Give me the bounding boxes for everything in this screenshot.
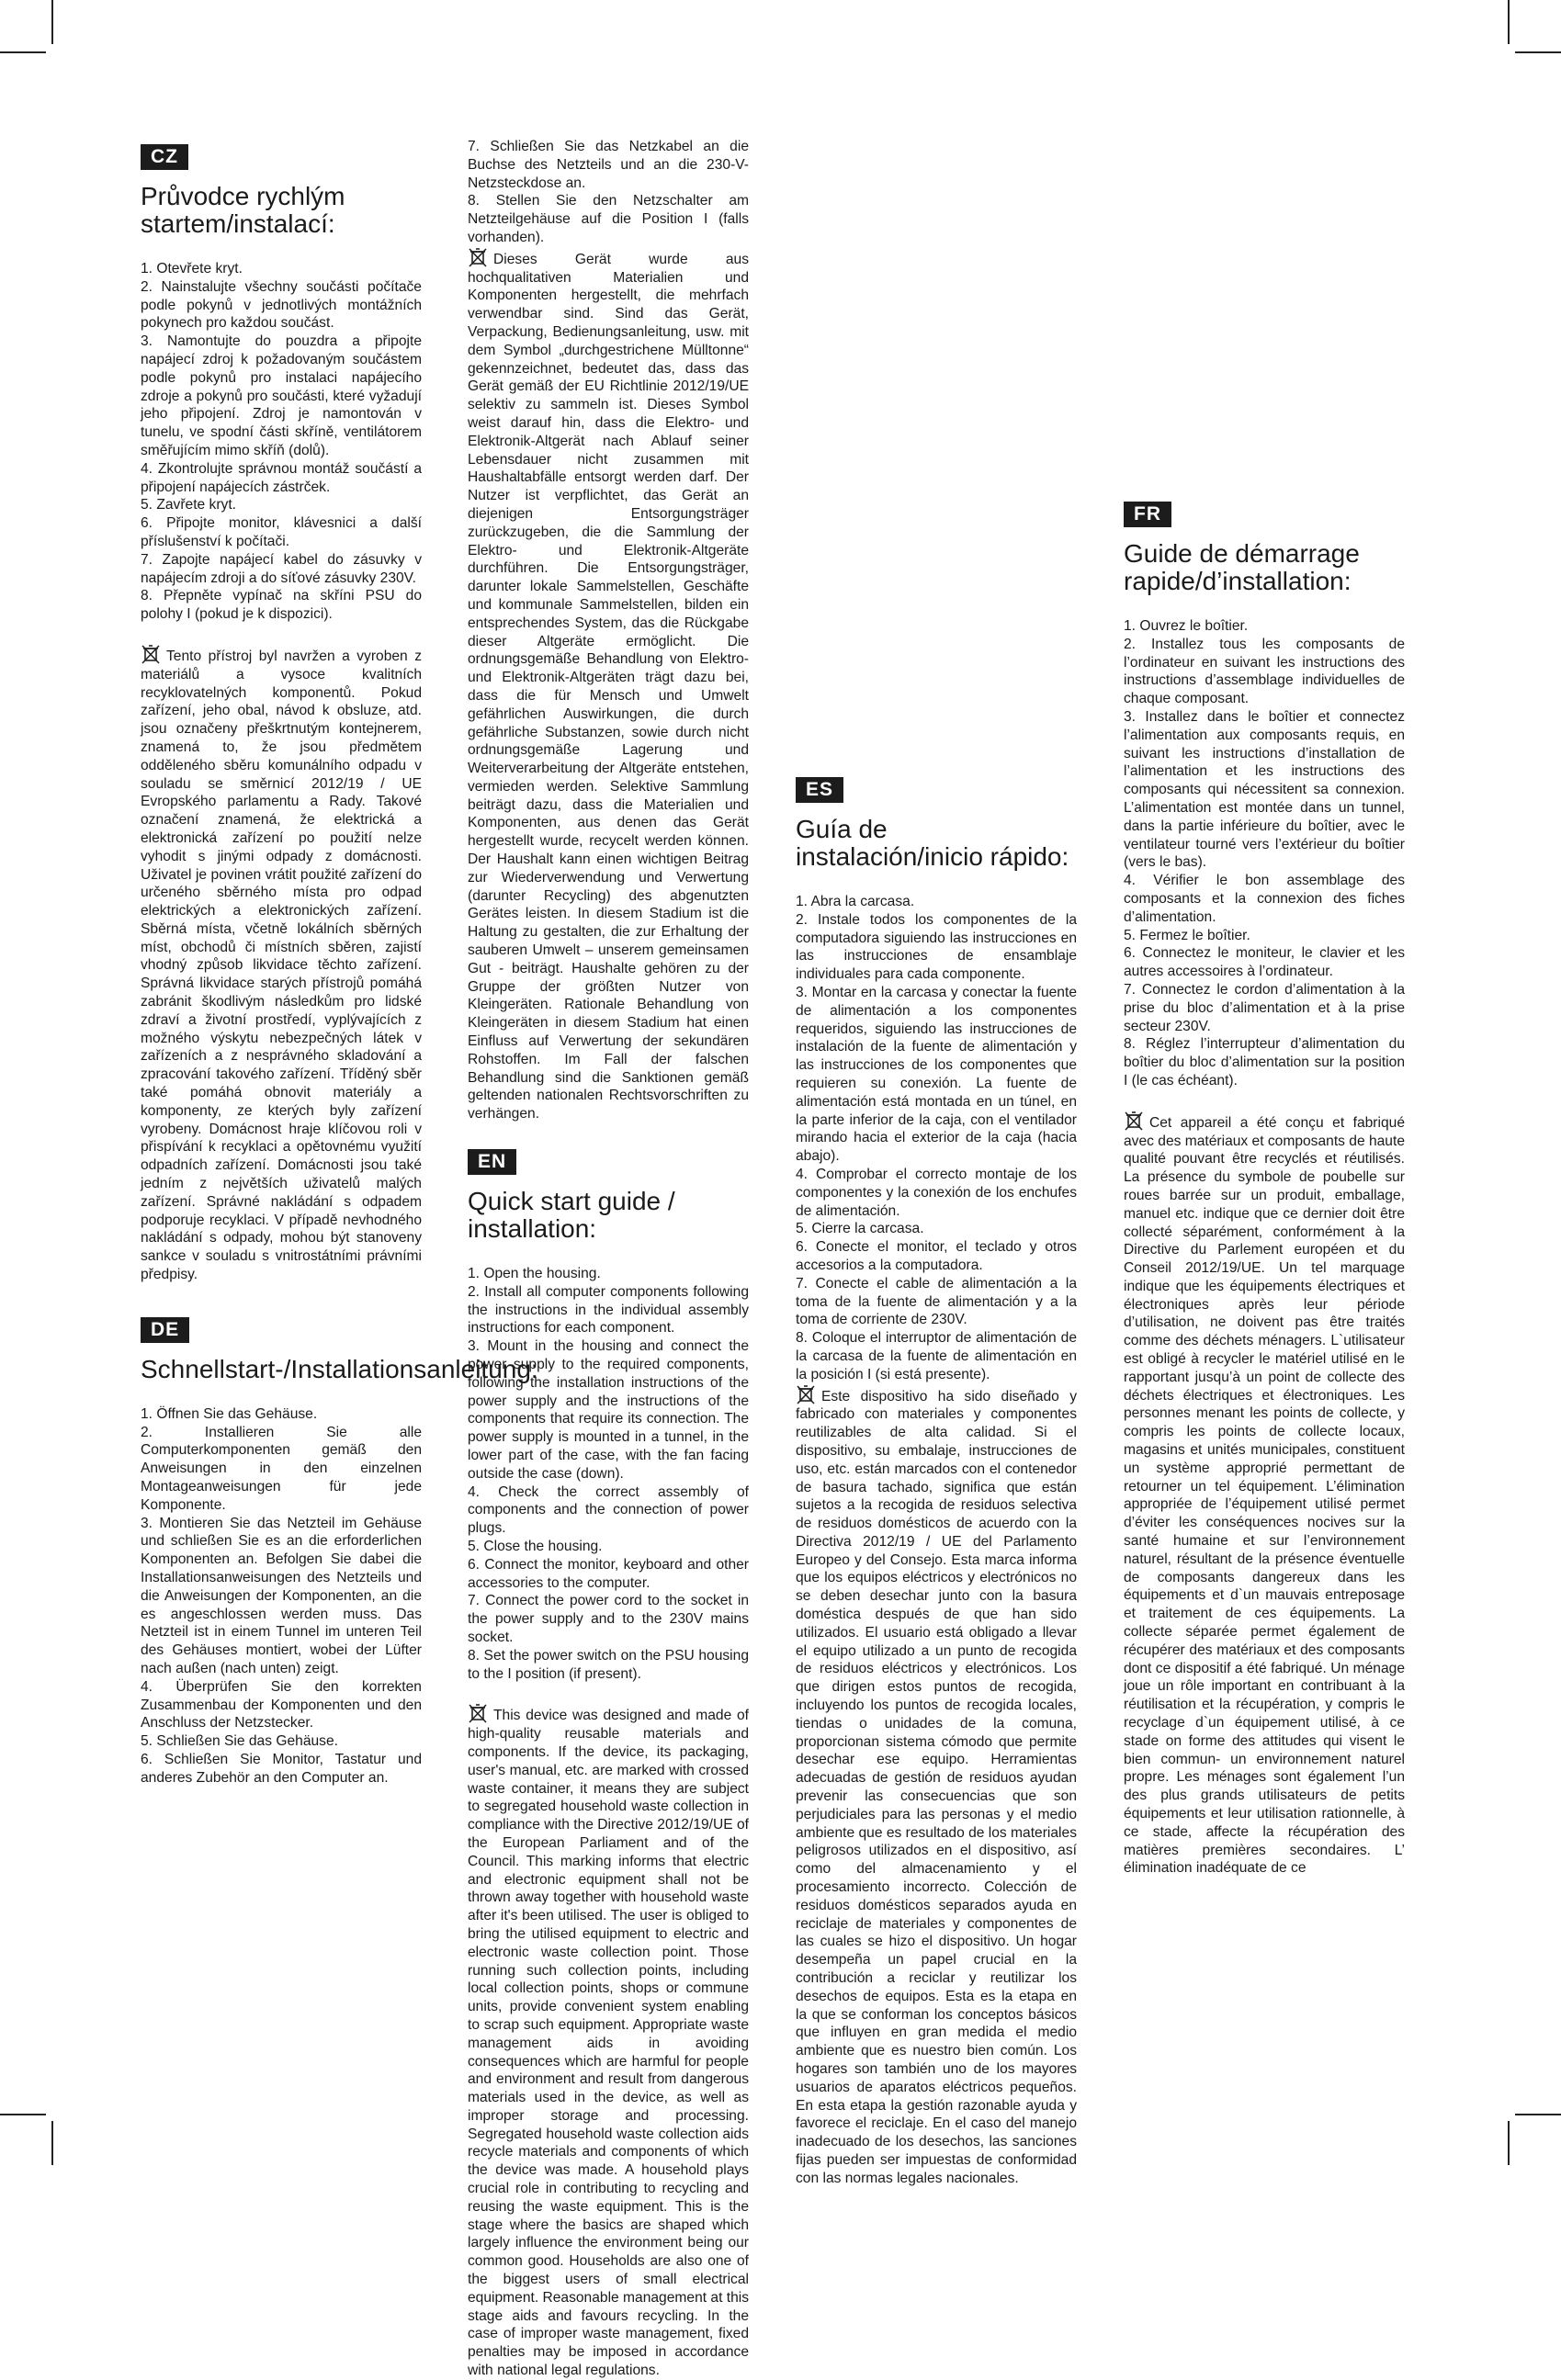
crop-mark bbox=[1515, 51, 1561, 53]
step-item: 2. Installez tous les composants de l’ordinateur en suivant les instructions des instructions d’assemblage individuelles de chaque composant. bbox=[1124, 636, 1405, 707]
language-badge-en: EN bbox=[468, 1149, 516, 1175]
crop-mark bbox=[51, 0, 53, 44]
step-item: 1. Ouvrez le boîtier. bbox=[1124, 618, 1249, 634]
step-item: 2. Instale todos los componentes de la computadora siguiendo las instrucciones en las instrucciones de ensamblaje individuales para cada componente. bbox=[796, 911, 1077, 983]
crossed-out-wheelie-bin-icon bbox=[141, 644, 161, 664]
step-item: 7. Connect the power cord to the socket in the power supply and to the 230V mains socket. bbox=[468, 1593, 749, 1645]
column-2 bbox=[468, 138, 749, 2380]
step-item: 4. Check the correct assembly of components and the connection of power plugs. bbox=[468, 1483, 749, 1537]
step-item: 8. Réglez l’interrupteur d’alimentation du boîtier du bloc d’alimentation sur la position I (le cas échéant). bbox=[1124, 1036, 1405, 1088]
section-cz bbox=[141, 144, 422, 1284]
disposal-text: Este dispositivo ha sido diseñado y fabricado con materiales y componentes reutilizables de alta calidad. Si el dispositivo, su embalaje, instrucciones de uso, etc. están marcados con el contenedor de basura tachado, significa que están sujetos a la recogida de residuos selectiva de residuos domésticos de acuerdo con la Directiva 2012/19 / UE del Parlamento Europeo y del Consejo. Esta marca informa que los equipos eléctricos y electrónicos no se deben desechar junto con la basura doméstica después de que han sido utilizados. El usuario está obligado a llevar el equipo utilizado a un punto de recogida de residuos eléctricos y electrónicos. Los que dirigen estos puntos de recogida, incluyendo los puntos de recogida locales, tiendas o unidades de la comuna, proporcionan sistema cómodo que permite desechar ese equipo. Herramientas adecuadas de gestión de residuos ayudan prevenir las consecuencias que son perjudiciales para las personas y el medio ambiente que es resultado de los materiales peligrosos utilizados en el dispositivo, así como del almacenamiento y el procesamiento incorrecto. Colección de residuos domésticos separados ayuda en reciclaje de materiales y componentes de las cuales se hizo el dispositivo. Un hogar desempeña un papel crucial en la contribución a reciclar y reutilizar los desechos de equipos. Esta es la etapa en la que se conforman los conceptos básicos que influyen en gran medida el medio ambiente que es nuestro bien común. Los hogares son también uno de los mayores usuarios de aparatos eléctricos pequeños. En esta etapa la gestión razonable ayuda y favorece el reciclaje. En el caso del manejo inadecuado de los desechos, las sanciones fijas pueden ser impuestas de conformidad con las normas legales nacionales. bbox=[796, 1388, 1077, 2186]
step-item: 1. Abra la carcasa. bbox=[796, 894, 915, 909]
disposal-text: This device was designed and made of high-quality reusable materials and components. If the device, its packaging, user's manual, etc. are marked with crossed waste container, it means they are subject to segregated household waste collection in compliance with the Directive 2012/19/UE of the European Parliament and of the Council. This marking informs that electric and electronic equipment shall not be thrown away together with household waste after it's been utilised. The user is obliged to bring the utilised equipment to electric and electronic waste collection point. Those running such collection points, including local collection points, shops or commune units, provide convenient system enabling to scrap such equipment. Appropriate waste management aids in avoiding consequences which are harmful for people and environment and result from dangerous materials used in the device, as well as improper storage and processing. Segregated household waste collection aids recycle materials and components of which the device was made. A household plays crucial role in contributing to recycling and reusing the waste equipment. This is the stage where the basics are shaped which largely influence the environment being our common good. Households are also one of the biggest users of small electrical equipment. Reasonable management at this stage aids and favours recycling. In the case of improper waste management, fixed penalties may be imposed in accordance with national legal regulations. bbox=[468, 1708, 750, 2379]
crop-mark bbox=[1508, 0, 1510, 44]
disposal-text: Dieses Gerät wurde aus hochqualitativen Materialien und Komponenten hergestellt, die mehrfach verwendbar sind. Sind das Gerät, Verpackung, Bedienungsanleitung, usw. mit dem Symbol „durchgestrichene Mülltonne“ gekennzeichnet, bedeutet das, dass das Gerät gemäß der EU Richtlinie 2012/19/UE selektiv zu sammeln ist. Dieses Symbol weist darauf hin, dass die Elektro- und Elektronik-Altgerät nach Ablauf seiner Lebensdauer nicht zusammen mit Haushaltabfälle entsorgt werden darf. Der Nutzer ist verpflichtet, das Gerät an diejenigen Entsorgungsträger zurückzugeben, die die Sammlung der Elektro- und Elektronik-Altgeräte durchführen. Die Entsorgungsträger, darunter lokale Sammelstellen, Geschäfte und kommunale Sammelstellen, bilden ein entsprechendes System, das die Rückgabe dieser Altgeräte ermöglicht. Die ordnungsgemäße Behandlung von Elektro- und Elektronik-Altgeräten trägt dazu bei, dass die für Mensch und Umwelt gefährlichen Auswirkungen, die durch gefährliche Substanzen, sowie durch nicht ordnungsgemäße Lagerung und Weiterverarbeitung der Altgeräte entstehen, vermieden werden. Selektive Sammlung beiträgt dazu, dass die Materialien und Komponenten, aus denen das Gerät hergestellt wurde, recycelt werden können. Der Haushalt kann einen wichtigen Beitrag zur Wiederverwendung und Verwertung (darunter Recycling) des abgenutzten Gerätes leisten. In diesem Stadium ist die Haltung zu gestalten, die zur Erhaltung der sauberen Umwelt – unserem gemeinsamen Gut - beiträgt. Haushalte gehören zu der Gruppe der größten Nutzer von Kleingeräten. Rationale Behandlung von Kleingeräten in diesem Stadium hat einen Einfluss auf Verwertung der sekundären Rohstoffen. Im Fall der falschen Behandlung sind die Sanktionen gemäß geltenden nationalen Rechtsvorschriften zu verhängen. bbox=[468, 251, 749, 1122]
section-en bbox=[468, 1149, 749, 2380]
step-item: 6. Conecte el monitor, el teclado y otros accesorios a la computadora. bbox=[796, 1239, 1077, 1273]
step-item: 2. Install all computer components following the instructions in the individual assembly instructions for each component. bbox=[468, 1283, 749, 1337]
step-item: 6. Connectez le moniteur, le clavier et les autres accessoires à l’ordinateur. bbox=[1124, 945, 1405, 980]
disposal-paragraph-fr bbox=[1124, 1111, 1405, 1878]
section-title-en: Quick start guide / installation: bbox=[468, 1187, 675, 1244]
step-item: 4. Überprüfen Sie den korrekten Zusammenbau der Komponenten und den Anschluss der Netzstecker. bbox=[141, 1678, 422, 1731]
crop-mark bbox=[1508, 2121, 1510, 2165]
step-item: 7. Schließen Sie das Netzkabel an die Buchse des Netzteils und an die 230-V-Netzsteckdose an. bbox=[468, 139, 749, 191]
section-title-cz: Průvodce rychlým startem/instalací: bbox=[141, 182, 345, 238]
step-item: 1. Öffnen Sie das Gehäuse. bbox=[141, 1405, 318, 1422]
section-title-fr: Guide de démarrage rapide/d’installation: bbox=[1124, 539, 1360, 595]
crossed-out-wheelie-bin-icon bbox=[1124, 1111, 1144, 1131]
step-item: 5. Fermez le boîtier. bbox=[1124, 927, 1250, 943]
step-item: 7. Zapojte napájecí kabel do zásuvky v napájecím zdroji a do síťové zásuvky 230V. bbox=[141, 551, 422, 586]
step-item: 8. Coloque el interruptor de alimentación de la carcasa de la fuente de alimentación en la posición I (si está presente). bbox=[796, 1330, 1077, 1382]
step-item: 7. Conecte el cable de alimentación a la toma de la fuente de alimentación y a la toma de corriente de 230V. bbox=[796, 1275, 1077, 1328]
disposal-text: Tento přístroj byl navržen a vyroben z materiálů a vysoce kvalitních recyklovatelných komponentů. Pokud zařízení, jeho obal, návod k obsluze, atd. jsou označeny přeškrtnutým kontejnerem, znamená to, že jsou předmětem odděleného sběru komunálního odpadu v souladu se směrnicí 2012/19 / UE Evropského parlamentu a Rady. Takové označení znamená, že elektrická a elektronická zařízení po použití nelze vyhodit s jinými odpady z domácnosti. Uživatel je povinen vrátit použité zařízení do určeného sběrného místa pro odpad elektrických a elektronických zařízení. Sběrná místa, včetně lokálních sběrných míst, obchodů či místních sběren, zajistí vhodný způsob likvidace těchto zařízení. Správná likvidace starých přístrojů pomáhá zabránit škodlivým následkům pro lidské zdraví a životní prostředí, vyplývajících z možného výskytu nebezpečných látek v zařízeních a z nesprávného skladování a zpracování takového zařízení. Tříděný sběr také pomáhá obnovit materiály a komponenty, ze kterých byly zařízení vyrobeny. Domácnost hraje klíčovou roli v přispívání k recyklaci a opětovnému využití odpadních zařízení. Domácnosti jsou také jedním z největších uživatelů malých zařízení. Správné nakládání s odpadem podporuje recyklaci. V případě nevhodného nakládání s odpady, mohou být stanoveny sankce v souladu s vnitrostátními právními předpisy. bbox=[141, 648, 422, 1283]
step-item: 5. Close the housing. bbox=[468, 1538, 603, 1554]
section-title-es: Guía de instalación/inicio rápido: bbox=[796, 815, 1069, 871]
step-item: 4. Zkontrolujte správnou montáž součástí a připojení napájecích zástrček. bbox=[141, 460, 422, 495]
step-item: 6. Připojte monitor, klávesnici a další příslušenství k počítači. bbox=[141, 515, 422, 549]
step-item: 5. Cierre la carcasa. bbox=[796, 1221, 924, 1237]
section-es bbox=[796, 777, 1077, 2188]
step-item: 3. Montar en la carcasa y conectar la fuente de alimentación a los componentes requeridos, siguiendo las instrucciones de instalación de la fuente de alimentación y las instrucciones de los componentes que requieren su conexión. La fuente de alimentación está montada en un túnel, en la parte inferior de la caja, con el ventilador mirando hacia el exterior de la caja (hacia abajo). bbox=[796, 984, 1077, 1165]
disposal-paragraph-en bbox=[468, 1703, 749, 2379]
step-item: 1. Otevřete kryt. bbox=[141, 261, 243, 276]
step-item: 3. Installez dans le boîtier et connectez l’alimentation aux composants requis, en suivant les instructions d’installation de l’alimentation et les instructions des composants qui nécessitent sa connexion. L’alimentation est montée dans un tunnel, dans la partie inférieure du boîtier, avec le ventilateur tourné vers l’extérieur du boîtier (vers le bas). bbox=[1124, 708, 1405, 871]
column-3 bbox=[796, 138, 1077, 2188]
step-item: 2. Installieren Sie alle Computerkomponenten gemäß den Anweisungen in den einzelnen Montageanweisungen für jede Komponente. bbox=[141, 1424, 422, 1513]
step-item: 4. Comprobar el correcto montaje de los componentes y la conexión de los enchufes de alimentación. bbox=[796, 1166, 1077, 1219]
step-item: 5. Schließen Sie das Gehäuse. bbox=[141, 1733, 338, 1750]
step-item: 8. Přepněte vypínač na skříni PSU do polohy I (pokud je k dispozici). bbox=[141, 588, 422, 623]
step-item: 6. Schließen Sie Monitor, Tastatur und anderes Zubehör an den Computer an. bbox=[141, 1751, 422, 1786]
language-badge-cz: CZ bbox=[141, 144, 188, 170]
crossed-out-wheelie-bin-icon bbox=[468, 247, 488, 267]
disposal-text: Cet appareil a été conçu et fabriqué avec des matériaux et composants de haute qualité pouvant être recyclés et réutilisés. La présence du symbole de poubelle sur roues barrée sur un produit, emballage, manuel etc. indique que ce dernier doit être collecté séparément, conformément à la Directive du Parlement européen et du Conseil 2012/19/UE. Un tel marquage indique que les équipements électriques et électroniques après leur période d’utilisation, ne doivent pas être traités comme des déchets ménagers. L`utilisateur est obligé à recycler le matériel utilisé en le rapportant jusqu’à un point de collecte des déchets électriques et électroniques. Les personnes menant les points de collecte, y compris les points de collecte locaux, magasins et unités municipales, constituent un système approprié permettant de retourner un tel équipement. L’élimination appropriée de l’équipement utilisé permet d’éviter les conséquences nocives sur la santé humaine et sur l’environnement naturel, résultant de la présence éventuelle de composants dangereux dans les équipements et d`un mauvais entreposage et traitement de ces équipements. La collecte séparée permet également de récupérer des matériaux et des composants dont ce dispositif a été fabriqué. Un ménage joue un rôle important en contribuant à la réutilisation et la récupération, y compris le recyclage d`un équipement utilisé, à ce stade on forme des attitudes qui visent le bien commun- un environnement naturel propre. Les ménages sont également l’un des plus grands utilisateurs de petits équipements et leur utilisation rationnelle, à ce stade, affecte la récupération des matières premières secondaires. L’ élimination inadéquate de ce bbox=[1124, 1114, 1405, 1877]
crossed-out-wheelie-bin-icon bbox=[468, 1703, 488, 1723]
crop-mark bbox=[0, 51, 46, 53]
step-item: 6. Connect the monitor, keyboard and other accessories to the computer. bbox=[468, 1556, 749, 1591]
crossed-out-wheelie-bin-icon bbox=[796, 1384, 816, 1404]
step-item: 7. Connectez le cordon d’alimentation à la prise du bloc d’alimentation et à la prise secteur 230V. bbox=[1124, 981, 1405, 1034]
step-item: 2. Nainstalujte všechny součásti počítače podle pokynů v jednotlivých montážních pokynech pro každou součást. bbox=[141, 278, 422, 332]
column-4 bbox=[1124, 138, 1405, 1878]
step-item: 8. Set the power switch on the PSU housing to the I position (if present). bbox=[468, 1647, 749, 1682]
crop-mark bbox=[1515, 2114, 1561, 2115]
section-fr bbox=[1124, 502, 1405, 1878]
disposal-paragraph-es bbox=[796, 1384, 1077, 2188]
language-badge-fr: FR bbox=[1124, 502, 1171, 527]
step-item: 5. Zavřete kryt. bbox=[141, 497, 236, 513]
crop-mark bbox=[51, 2121, 53, 2165]
disposal-paragraph-de bbox=[468, 247, 749, 1123]
step-item: 3. Mount in the housing and connect the power supply to the required components, following the installation instructions of the power supply and the instructions of the components that require its connection. The power supply is mounted in a tunnel, in the lower part of the case, with the fan facing outside the case (down). bbox=[468, 1338, 749, 1482]
crop-mark bbox=[0, 2114, 46, 2115]
step-item: 1. Open the housing. bbox=[468, 1266, 601, 1282]
step-item: 8. Stellen Sie den Netzschalter am Netzteilgehäuse auf die Position I (falls vorhanden). bbox=[468, 193, 749, 245]
language-badge-de: DE bbox=[141, 1317, 189, 1343]
disposal-paragraph-cz bbox=[141, 644, 422, 1284]
step-item: 3. Montieren Sie das Netzteil im Gehäuse und schließen Sie es an die erforderlichen Komponenten an. Befolgen Sie dabei die Installationsanweisungen des Netzteils und die Anweisungen der Komponenten, an die es angeschlossen werden muss. Das Netzteil ist in einem Tunnel im unteren Teil des Gehäuses montiert, wobei der Lüfter nach außen (nach unten) zeigt. bbox=[141, 1515, 422, 1676]
step-item: 3. Namontujte do pouzdra a připojte napájecí zdroj k požadovaným součástem podle pokynů pro instalaci napájecího zdroje a pokynů pro součásti, které vyžadují jeho připojení. Zdroj je namontován v tunelu, ve spodní části skříně, ventilátorem směřujícím mimo skříň (dolů). bbox=[141, 333, 422, 458]
step-item: 4. Vérifier le bon assemblage des composants et la connexion des fiches d’alimentation. bbox=[1124, 873, 1405, 925]
section-title-de: Schnellstart-/Installationsanleitung: bbox=[141, 1354, 538, 1383]
language-badge-es: ES bbox=[796, 777, 843, 803]
